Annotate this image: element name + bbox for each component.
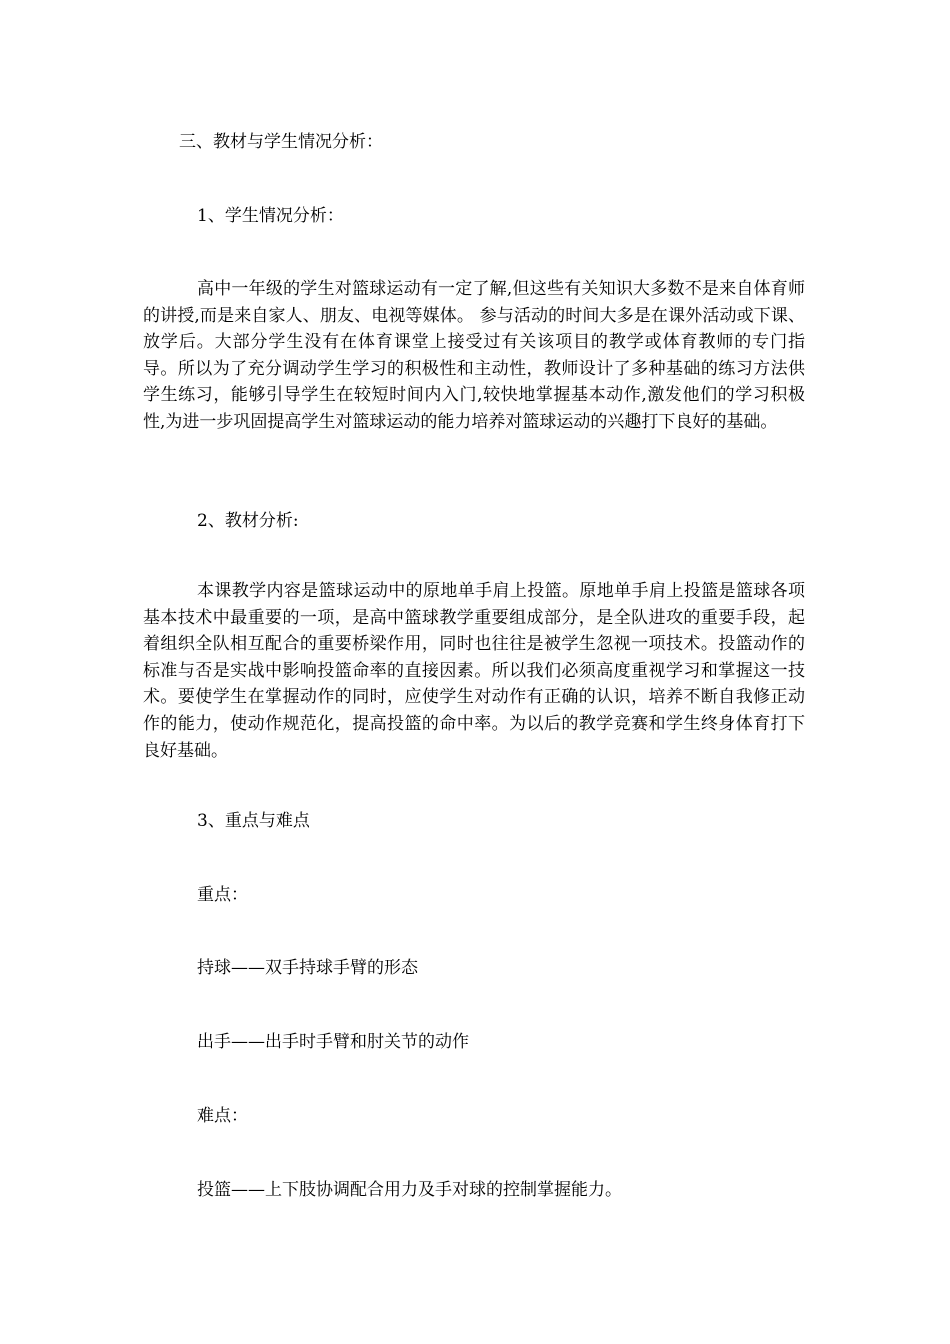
material-analysis-heading: 2、教材分析: <box>197 511 299 531</box>
student-analysis-heading: 1、学生情况分析： <box>197 206 344 226</box>
section-heading: 三、教材与学生情况分析： <box>179 132 383 152</box>
key-item: 持球——双手持球手臂的形态 <box>197 958 418 978</box>
key-points-heading: 3、重点与难点 <box>197 811 310 831</box>
material-analysis-paragraph: 本课教学内容是篮球运动中的原地单手肩上投篮。原地单手肩上投篮是篮球各项基本技术中最重要的一项，是高中篮球教学重要组成部分，是全队进攻的重要手段，起着组织全队相互配合的重要桥梁作用，同时也往往是被学生忽视一项技术。投篮动作的标准与否是实战中影响投篮命率的直接因素。所以我们必须高度重视学习和掌握这一技术。要使学生在掌握动作的同时，应使学生对动作有正确的认识，培养不断自我修正动作的能力，使动作规范化，提高投篮的命中率。为以后的教学竞赛和学生终身体育打下良好基础。 <box>143 581 805 761</box>
student-analysis-paragraph: 高中一年级的学生对篮球运动有一定了解,但这些有关知识大多数不是来自体育师的讲授,而是来自家人、朋友、电视等媒体。 参与活动的时间大多是在课外活动或下课、放学后。大部分学生没有在体育课堂上接受过有关该项目的教学或体育教师的专门指导。所以为了充分调动学生学习的积极性和主动性，教师设计了多种基础的练习方法供学生练习，能够引导学生在较短时间内入门,较快地掌握基本动作,激发他们的学习积极性,为进一步巩固提高学生对篮球运动的能力培养对篮球运动的兴趣打下良好的基础。 <box>143 279 805 432</box>
difficulty-label: 难点： <box>197 1106 248 1126</box>
key-label: 重点： <box>197 885 248 905</box>
key-item: 出手——出手时手臂和肘关节的动作 <box>197 1032 469 1052</box>
difficulty-item: 投篮——上下肢协调配合用力及手对球的控制掌握能力。 <box>197 1180 622 1200</box>
